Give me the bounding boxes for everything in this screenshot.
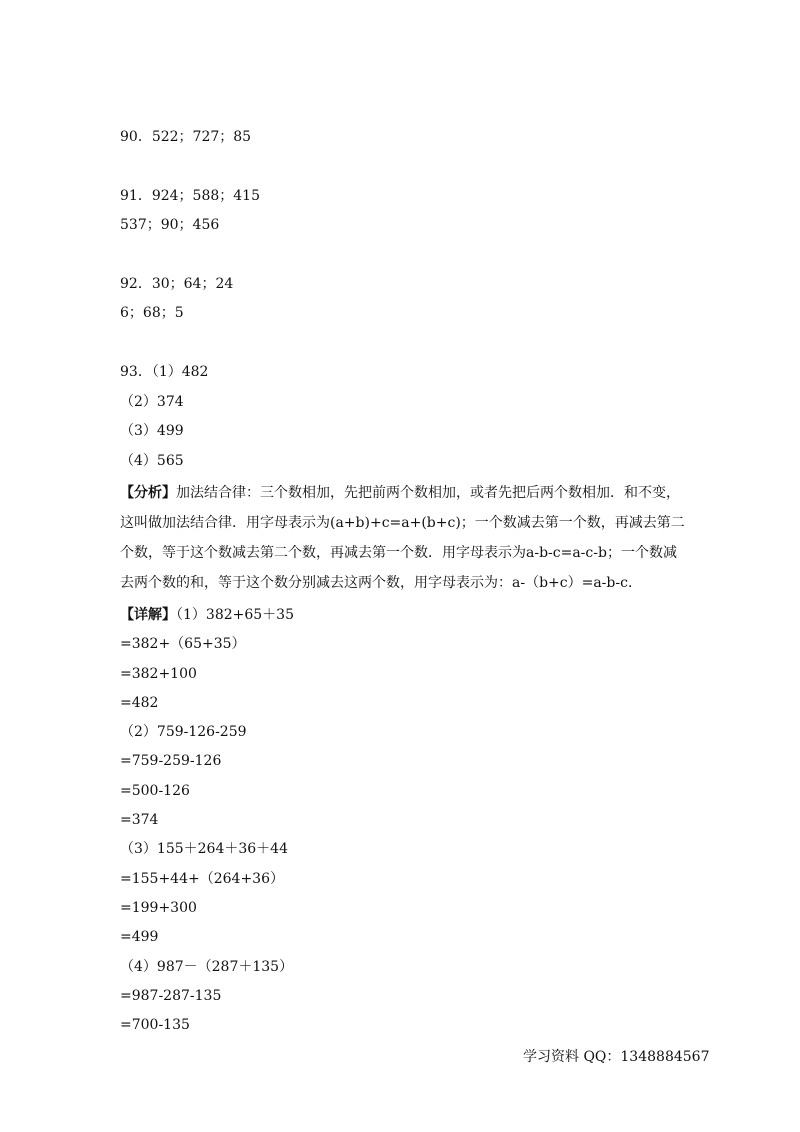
detail-step: =482	[120, 695, 159, 711]
detail-label: 【详解】	[120, 607, 176, 623]
answer-93-part4: （4）565	[120, 453, 184, 469]
detail-first-expression: （1）382+65＋35	[176, 607, 294, 623]
detail-step: =382+（65+35）	[120, 636, 246, 652]
detail-step: =382+100	[120, 666, 197, 682]
analysis-text: 加法结合律：三个数相加，先把前两个数相加，或者先把后两个数相加．和不变，这叫做加法结合律．用字母表示为(a+b)+c=a+(b+c)；一个数减去第一个数，再减去第二个数，等于这个数减去第二个数，再减去第一个数．用字母表示为a-b-c=a-c-b；一个数减去两个数的和，等于这个数分别减去这两个数，用字母表示为：a-（b+c）=a-b-c．	[120, 485, 685, 591]
detail-step: =155+44+（264+36）	[120, 871, 284, 887]
answer-93-part3: （3）499	[120, 423, 184, 439]
analysis-paragraph	[120, 478, 685, 598]
detail-step: （3）155＋264＋36＋44	[120, 841, 288, 857]
detail-step: =987-287-135	[120, 988, 222, 1004]
detail-step: （2）759-126-259	[120, 724, 247, 740]
answer-93-part2: （2）374	[120, 394, 184, 410]
detail-step: =374	[120, 812, 159, 828]
answer-93-part1: 93．（1）482	[120, 364, 209, 380]
detail-heading-line	[120, 605, 294, 625]
detail-step: （4）987－（287＋135）	[120, 959, 294, 975]
answer-92-line2: 6；68；5	[120, 305, 184, 321]
analysis-label: 【分析】	[120, 485, 176, 501]
answer-92-line1: 92．30；64；24	[120, 276, 234, 292]
detail-step: =700-135	[120, 1017, 190, 1033]
answer-90: 90．522；727；85	[120, 129, 252, 145]
page-footer: 学习资料 QQ：1348884567	[523, 1049, 710, 1065]
detail-step: =499	[120, 929, 159, 945]
answer-91-line2: 537；90；456	[120, 217, 220, 233]
answer-91-line1: 91．924；588；415	[120, 188, 260, 204]
detail-step: =199+300	[120, 900, 197, 916]
detail-step: =759-259-126	[120, 753, 222, 769]
detail-step: =500-126	[120, 783, 190, 799]
